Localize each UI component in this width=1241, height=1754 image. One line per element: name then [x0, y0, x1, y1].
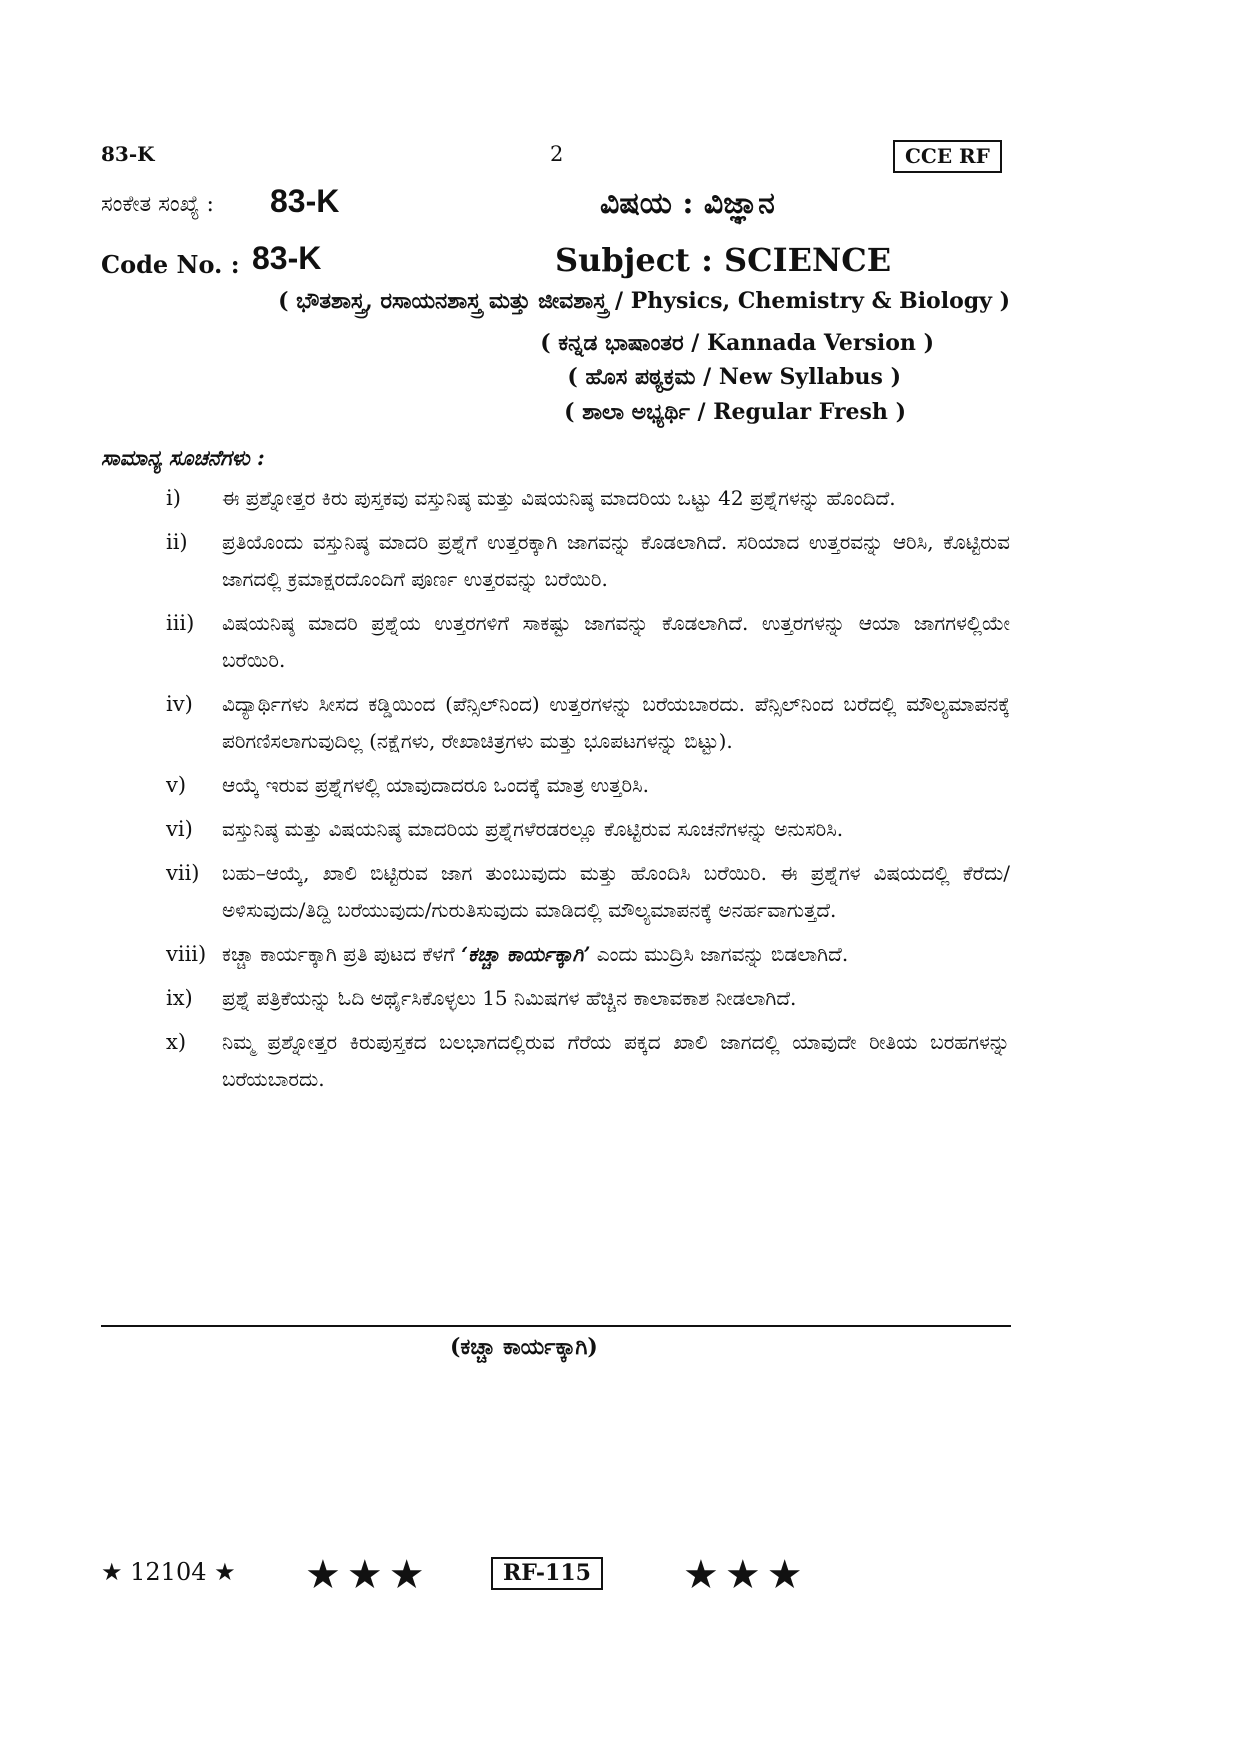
instruction-number: v)	[166, 773, 187, 797]
instruction-number: vi)	[166, 817, 193, 841]
subject-kannada: ವಿಷಯ : ವಿಜ್ಞಾನ	[600, 186, 775, 221]
instruction-number: iii)	[166, 611, 195, 635]
instruction-text: ಪ್ರತಿಯೊಂದು ವಸ್ತುನಿಷ್ಠ ಮಾದರಿ ಪ್ರಶ್ನೆಗೆ ಉತ್ತರಕ್ಕಾಗಿ ಜಾಗವನ್ನು ಕೊಡಲಾಗಿದೆ. ಸರಿಯಾದ ಉತ್ತರವನ್ನು ಆರಿಸಿ, ಕೊಟ್ಟಿರುವ ಜಾಗದಲ್ಲಿ ಕ್ರಮಾಕ್ಷರದೊಂದಿಗೆ ಪೂರ್ಣ ಉತ್ತರವನ್ನು ಬರೆಯಿರಿ.	[222, 530, 1010, 591]
instruction-text-before: ಕಚ್ಚಾ ಕಾರ್ಯಕ್ಕಾಗಿ ಪ್ರತಿ ಪುಟದ ಕೆಳಗೆ	[222, 942, 455, 966]
instruction-text: ನಿಮ್ಮ ಪ್ರಶ್ನೋತ್ತರ ಕಿರುಪುಸ್ತಕದ ಬಲಭಾಗದಲ್ಲಿರುವ ಗೆರೆಯ ಪಕ್ಕದ ಖಾಲಿ ಜಾಗದಲ್ಲಿ ಯಾವುದೇ ರೀತಿಯ ಬರಹಗಳನ್ನು ಬರೆಯಬಾರದು.	[222, 1030, 1010, 1091]
instruction-item	[160, 686, 1010, 760]
footer-code-box: RF-115	[491, 1557, 603, 1590]
star-icon-group-right: ★★★	[683, 1552, 809, 1598]
instruction-number: viii)	[166, 942, 207, 966]
subtitle-version: ( ಕನ್ನಡ ಭಾಷಾಂತರ / Kannada Version )	[540, 330, 934, 356]
instruction-text-after: ಎಂದು ಮುದ್ರಿಸಿ ಜಾಗವನ್ನು ಬಿಡಲಾಗಿದೆ.	[596, 942, 849, 966]
code-label-english: Code No. :	[101, 250, 240, 279]
subtitle-syllabus: ( ಹೊಸ ಪಠ್ಯಕ್ರಮ / New Syllabus )	[567, 364, 901, 390]
section-divider	[101, 1325, 1011, 1327]
instruction-number: vii)	[166, 861, 200, 885]
footer-serial: ★ 12104 ★	[101, 1558, 236, 1586]
instruction-text: ಪ್ರಶ್ನೆ ಪತ್ರಿಕೆಯನ್ನು ಓದಿ ಅರ್ಥೈಸಿಕೊಳ್ಳಲು 15 ನಿಮಿಷಗಳ ಹೆಚ್ಚಿನ ಕಾಲಾವಕಾಶ ನೀಡಲಾಗಿದೆ.	[222, 986, 797, 1010]
instruction-text: ವಿದ್ಯಾರ್ಥಿಗಳು ಸೀಸದ ಕಡ್ಡಿಯಿಂದ (ಪೆನ್ಸಿಲ್‌ನಿಂದ) ಉತ್ತರಗಳನ್ನು ಬರೆಯಬಾರದು. ಪೆನ್ಸಿಲ್‌ನಿಂದ ಬರೆದಲ್ಲಿ ಮೌಲ್ಯಮಾಪನಕ್ಕೆ ಪರಿಗಣಿಸಲಾಗುವುದಿಲ್ಲ (ನಕ್ಷೆಗಳು, ರೇಖಾಚಿತ್ರಗಳು ಮತ್ತು ಭೂಪಟಗಳನ್ನು ಬಿಟ್ಟು).	[222, 692, 1010, 753]
code-value-kannada: 83-K	[270, 183, 340, 219]
star-icon-group-left: ★★★	[305, 1552, 431, 1598]
page-code: 83-K	[101, 142, 155, 166]
instruction-number: iv)	[166, 692, 193, 716]
subtitle-disciplines: ( ಭೌತಶಾಸ್ತ್ರ, ರಸಾಯನಶಾಸ್ತ್ರ ಮತ್ತು ಜೀವಶಾಸ್ತ್ರ / Physics, Chemistry & Biology )	[278, 288, 1010, 314]
instruction-item	[160, 605, 1010, 679]
instruction-item	[160, 811, 1010, 848]
instruction-text: ವಿಷಯನಿಷ್ಠ ಮಾದರಿ ಪ್ರಶ್ನೆಯ ಉತ್ತರಗಳಿಗೆ ಸಾಕಷ್ಟು ಜಾಗವನ್ನು ಕೊಡಲಾಗಿದೆ. ಉತ್ತರಗಳನ್ನು ಆಯಾ ಜಾಗಗಳಲ್ಲಿಯೇ ಬರೆಯಿರಿ.	[222, 611, 1010, 672]
code-label-kannada: ಸಂಕೇತ ಸಂಖ್ಯೆ :	[101, 192, 214, 217]
page-number: 2	[550, 142, 564, 166]
subtitle-candidate-type: ( ಶಾಲಾ ಅಭ್ಯರ್ಥಿ / Regular Fresh )	[564, 399, 906, 425]
instruction-text: ಆಯ್ಕೆ ಇರುವ ಪ್ರಶ್ನೆಗಳಲ್ಲಿ ಯಾವುದಾದರೂ ಒಂದಕ್ಕೆ ಮಾತ್ರ ಉತ್ತರಿಸಿ.	[222, 773, 650, 797]
instruction-item	[160, 480, 1010, 517]
instruction-text: ಬಹು–ಆಯ್ಕೆ, ಖಾಲಿ ಬಿಟ್ಟಿರುವ ಜಾಗ ತುಂಬುವುದು ಮತ್ತು ಹೊಂದಿಸಿ ಬರೆಯಿರಿ. ಈ ಪ್ರಶ್ನೆಗಳ ವಿಷಯದಲ್ಲಿ ಕೆರೆದು/ಅಳಿಸುವುದು/ತಿದ್ದಿ ಬರೆಯುವುದು/ಗುರುತಿಸುವುದು ಮಾಡಿದಲ್ಲಿ ಮೌಲ್ಯಮಾಪನಕ್ಕೆ ಅನರ್ಹವಾಗುತ್ತದೆ.	[222, 861, 1010, 922]
instruction-number: i)	[166, 486, 181, 510]
instruction-item	[160, 1024, 1010, 1098]
instruction-item	[160, 855, 1010, 929]
code-value-english: 83-K	[252, 240, 322, 276]
exam-tag-box: CCE RF	[893, 140, 1002, 173]
instruction-item	[160, 936, 1010, 973]
instruction-text: ವಸ್ತುನಿಷ್ಠ ಮತ್ತು ವಿಷಯನಿಷ್ಠ ಮಾದರಿಯ ಪ್ರಶ್ನೆಗಳೆರಡರಲ್ಲೂ ಕೊಟ್ಟಿರುವ ಸೂಚನೆಗಳನ್ನು ಅನುಸರಿಸಿ.	[222, 817, 844, 841]
subject-english: Subject : SCIENCE	[555, 241, 892, 279]
rough-work-label: (ಕಚ್ಚಾ ಕಾರ್ಯಕ್ಕಾಗಿ)	[450, 1334, 598, 1360]
instruction-number: ii)	[166, 530, 188, 554]
instruction-text	[222, 936, 1010, 973]
instruction-text: ಈ ಪ್ರಶ್ನೋತ್ತರ ಕಿರು ಪುಸ್ತಕವು ವಸ್ತುನಿಷ್ಠ ಮತ್ತು ವಿಷಯನಿಷ್ಠ ಮಾದರಿಯ ಒಟ್ಟು 42 ಪ್ರಶ್ನೆಗಳನ್ನು ಹೊಂದಿದೆ.	[222, 486, 896, 510]
instructions-heading: ಸಾಮಾನ್ಯ ಸೂಚನೆಗಳು :	[101, 445, 265, 470]
instruction-number: ix)	[166, 986, 193, 1010]
instruction-item	[160, 980, 1010, 1017]
instruction-emphasis: ‘ಕಚ್ಚಾ ಕಾರ್ಯಕ್ಕಾಗಿ’	[461, 942, 591, 966]
instructions-list	[160, 480, 1010, 1105]
instruction-item	[160, 767, 1010, 804]
instruction-item	[160, 524, 1010, 598]
instruction-number: x)	[166, 1030, 187, 1054]
